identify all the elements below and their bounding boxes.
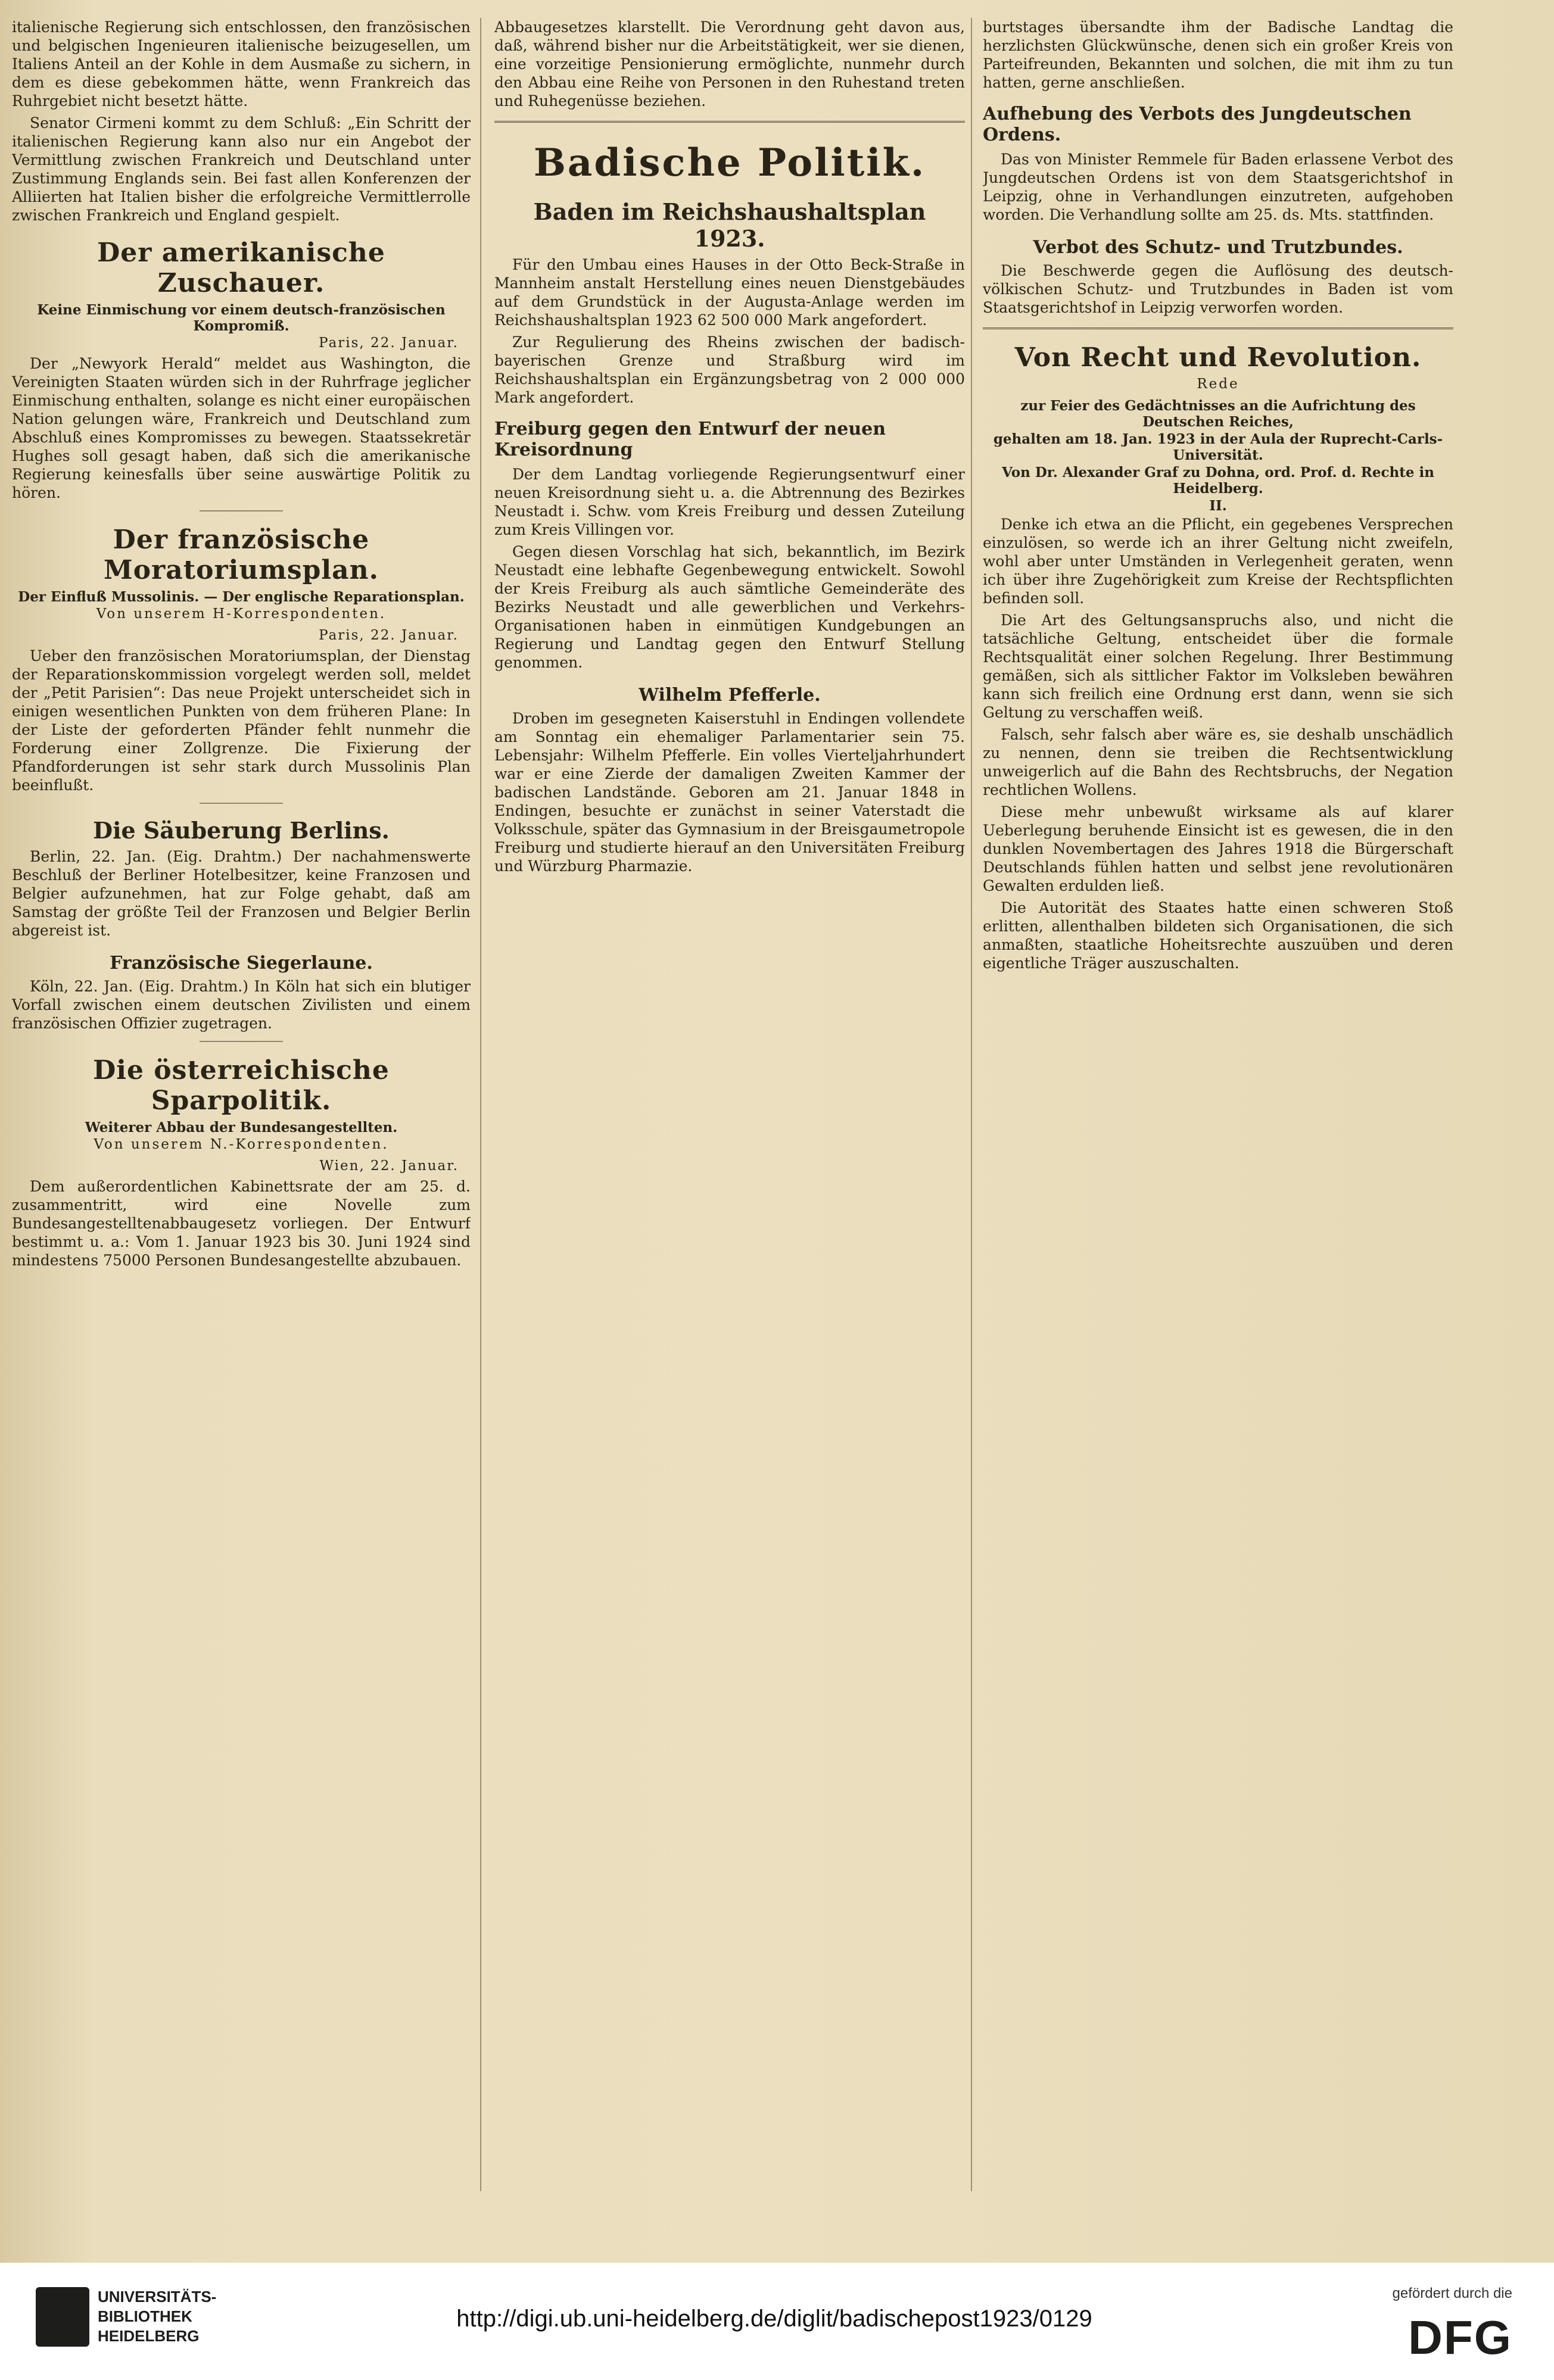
article-kicker: Rede xyxy=(1197,376,1240,392)
article-paragraph: Gegen diesen Vorschlag hat sich, bekanntlich, im Bezirk Neustadt eine lebhafte Gegenbewegung entwickelt. Sowohl der Kreis Freiburg als auch sämtliche Gemeinderäte des Bezirks Neustadt und alle gewerblichen und Verkehrs-Organisationen haben in einmütigen Kundgebungen an Regierung und Landtag gegen den Entwurf Stellung genommen. xyxy=(494,543,965,671)
article-title: Freiburg gegen den Entwurf der neuen Kreisordnung xyxy=(494,419,886,460)
article-paragraph: Berlin, 22. Jan. (Eig. Drahtm.) Der nachahmenswerte Beschluß der Berliner Hotelbesitzer, keine Franzosen und Belgier aufzunehmen, hat zur Folge gehabt, daß am Samstag der größte Teil der Franzosen und Belgier Berlin abgereist ist. xyxy=(12,848,471,939)
source-url-link[interactable]: http://digi.ub.uni-heidelberg.de/diglit/badischepost1923/0129 xyxy=(456,2306,1092,2332)
article-paragraph: Die Art des Geltungsanspruchs also, und nicht die tatsächliche Geltung, entscheidet über die formale Rechtsqualität einer solchen Regelung. Ihrer Bestimmung gemäßen, sich als sittlicher Faktor im Volksleben bewähren kann sich freilich eine Ordnung erst dann, wenn sie sich Geltung zu verschaffen weiß. xyxy=(983,612,1453,721)
senator-paragraph: Senator Cirmeni kommt zu dem Schluß: „Ein Schritt der italienischen Regierung kann also nur ein Angebot der Vermittlung zwischen Frankreich und Deutschland unter Zustimmung Englands sein. Bei fast allen Konferenzen der Alliierten hat Italien bisher die erfolgreiche Vermittlerrolle zwischen Frankreich und England gespielt. xyxy=(12,114,471,224)
article-part: II. xyxy=(1209,498,1227,514)
article-paragraph: Die Autorität des Staates hatte einen schweren Stoß erlitten, allenthalben bildeten sich Organisationen, die sich anmaßten, staatliche Hoheitsrechte auszuüben und deren eigentliche Träger auszuschalten. xyxy=(983,899,1453,972)
library-emblem-icon xyxy=(36,2287,89,2347)
column-divider xyxy=(971,18,972,2191)
article-paragraph: Diese mehr unbewußt wirksame als auf klarer Ueberlegung beruhende Einsicht ist es gewesen, die in den dunklen Novembertagen des Jahres 1918 die Bürgerschaft Deutschlands fühlen hatten und selbst jene revolutionären Gewalten erdulden ließ. xyxy=(983,803,1453,894)
article-paragraph: Das von Minister Remmele für Baden erlassene Verbot des Jungdeutschen Ordens ist von dem Staatsgerichtshof in Leipzig, ohne in Verhandlungen einzutreten, aufgehoben worden. Die Verhandlung sollte am 25. ds. Mts. stattfinden. xyxy=(983,151,1453,223)
article-dateline: Paris, 22. Januar. xyxy=(319,628,459,643)
university-library-logo[interactable] xyxy=(36,2284,226,2355)
column-3 xyxy=(983,18,1453,2209)
article-title: Verbot des Schutz- und Trutzbundes. xyxy=(1033,237,1403,258)
article-subtitle: Weiterer Abbau der Bundesangestellten. xyxy=(85,1119,398,1136)
intro-paragraph: Abbaugesetzes klarstellt. Die Verordnung geht davon aus, daß, während bisher nur die Arbeitstätigkeit, wer sie dienen, eine vorzeitige Pensionierung ermöglichte, nunmehr durch den Abbau eine Reihe von Personen in den Ruhestand treten und Ruhegenüsse beziehen. xyxy=(494,18,965,110)
article-separator xyxy=(200,1041,283,1042)
intro-paragraph: burtstages übersandte ihm der Badische Landtag die herzlichsten Glückwünsche, denen sich ein großer Kreis von Parteifreunden, Bekannten und solchen, die mit ihm zu tun hatten, gerne anschließen. xyxy=(983,18,1453,91)
article-paragraph: Denke ich etwa an die Pflicht, ein gegebenes Versprechen einzulösen, so werde ich an ihrer Geltung nicht zweifeln, wohl aber unter Umständen in Verlegenheit geraten, wenn ich über ihre Zugehörigkeit zum Kreise der Rechtspflichten befinden soll. xyxy=(983,516,1453,607)
article-title: Der französische Moratoriumsplan. xyxy=(104,525,379,585)
article-title: Aufhebung des Verbots des Jungdeutschen Ordens. xyxy=(983,104,1412,145)
funded-by-label: gefördert durch die xyxy=(1392,2285,1512,2301)
section-rule xyxy=(494,121,965,123)
article-title: Baden im Reichshaushaltsplan 1923. xyxy=(533,198,926,252)
article-paragraph: Köln, 22. Jan. (Eig. Drahtm.) In Köln hat sich ein blutiger Vorfall zwischen einem deutschen Zivilisten und einem französischen Offizier zugetragen. xyxy=(12,978,471,1032)
article-title: Französische Siegerlaune. xyxy=(110,953,373,974)
article-separator xyxy=(200,510,283,511)
article-subtitle-2: gehalten am 18. Jan. 1923 in der Aula der Ruprecht-Carls-Universität. xyxy=(993,431,1443,463)
dfg-logo[interactable]: DFG xyxy=(1408,2311,1512,2364)
article-dateline: Wien, 22. Januar. xyxy=(319,1158,459,1174)
article-paragraph: Dem außerordentlichen Kabinettsrate der am 25. d. zusammentritt, wird eine Novelle zum Bundesangestelltenabbaugesetz vorliegen. Der Entwurf bestimmt u. a.: Vom 1. Januar 1923 bis 30. Juni 1924 sind mindestens 75000 Personen Bundesangestellte abzubauen. xyxy=(12,1178,471,1269)
section-title: Badische Politik. xyxy=(533,141,926,185)
article-subtitle: Keine Einmischung vor einem deutsch-französischen Kompromiß. xyxy=(37,302,446,334)
column-2 xyxy=(494,18,965,2209)
column-1 xyxy=(12,18,471,2209)
article-paragraph: Falsch, sehr falsch aber wäre es, sie deshalb unschädlich zu nennen, denn sie treiben die Rechtsentwicklung unweigerlich auf die Bahn des Rechtsbruchs, der Negation rechtlichen Wollens. xyxy=(983,726,1453,798)
article-dateline: Paris, 22. Januar. xyxy=(319,335,459,351)
article-author: Von Dr. Alexander Graf zu Dohna, ord. Prof. d. Rechte in Heidelberg. xyxy=(1002,464,1434,497)
article-paragraph: Zur Regulierung des Rheins zwischen der badisch-bayerischen Grenze und Straßburg wird im Reichshaushaltsplan ein Ergänzungsbetrag von 2 000 000 Mark angefordert. xyxy=(494,333,965,406)
article-title: Wilhelm Pfefferle. xyxy=(639,685,821,706)
article-subtitle: zur Feier des Gedächtnisses an die Aufrichtung des Deutschen Reiches, xyxy=(1020,398,1416,430)
library-name: UNIVERSITÄTS- BIBLIOTHEK HEIDELBERG xyxy=(98,2288,217,2345)
article-separator xyxy=(200,803,283,804)
intro-paragraph: italienische Regierung sich entschlossen, den französischen und belgischen Ingenieuren italienische beizugesellen, um Italiens Anteil an der Kohle in dem Ausmaße zu sichern, in dem es diese gebekommen hätte, wenn Frankreich das Ruhrgebiet nicht besetzt hätte. xyxy=(12,18,471,110)
article-byline: Von unserem N.-Korrespondenten. xyxy=(94,1137,389,1152)
section-rule xyxy=(983,327,1453,329)
article-paragraph: Droben im gesegneten Kaiserstuhl in Endingen vollendete am Sonntag ein ehemaliger Parlamentarier sein 75. Lebensjahr: Wilhelm Pfefferle. Ein volles Vierteljahrhundert war er eine Zierde der damaligen Zweiten Kammer der badischen Landstände. Geboren am 21. Januar 1848 in Endingen, besuchte er zunächst in seiner Vaterstadt die Volksschule, später das Gymnasium in der Breisgaumetropole Freiburg und studierte hierauf an den Universitäten Freiburg und Würzburg Pharmazie. xyxy=(494,710,965,875)
article-paragraph: Ueber den französischen Moratoriumsplan, der Dienstag der Reparationskommission vorgelegt werden soll, meldet der „Petit Parisien“: Das neue Projekt unterscheidet sich in einigen wesentlichen Punkten von dem früheren Plane: In der Liste der geforderten Pfänder fehlt nunmehr die Forderung einer Zollgrenze. Die Fixierung der Pfandforderungen ist sehr stark durch Mussolinis Plan beeinflußt. xyxy=(12,647,471,794)
column-divider xyxy=(480,18,481,2191)
article-paragraph: Für den Umbau eines Hauses in der Otto Beck-Straße in Mannheim anstalt Herstellung eines neuen Dienstgebäudes auf dem Grundstück in der Augusta-Anlage werden im Reichshaushaltsplan 1923 62 500 000 Mark angefordert. xyxy=(494,256,965,329)
article-paragraph: Die Beschwerde gegen die Auflösung des deutsch-völkischen Schutz- und Trutzbundes in Baden ist vom Staatsgerichtshof in Leipzig verworfen worden. xyxy=(983,262,1453,316)
article-title: Der amerikanische Zuschauer. xyxy=(97,238,385,298)
article-paragraph: Der „Newyork Herald“ meldet aus Washington, die Vereinigten Staaten würden sich in der Ruhrfrage jeglicher Einmischung enthalten, solange es nicht einer europäischen Nation gelungen wäre, Frankreich und Deutschland zum Abschluß eines Kompromisses zu bewegen. Staatssekretär Hughes soll gesagt haben, daß sich die amerikanische Regierung keinesfalls über seine auswärtige Politik zu hören. xyxy=(12,355,471,501)
article-title: Die österreichische Sparpolitik. xyxy=(93,1055,390,1116)
article-subtitle: Der Einfluß Mussolinis. — Der englische Reparationsplan. xyxy=(18,589,465,605)
article-paragraph: Der dem Landtag vorliegende Regierungsentwurf einer neuen Kreisordnung sieht u. a. die Abtrennung des Bezirkes Neustadt i. Schw. vom Kreis Freiburg und dessen Zuteilung zum Kreis Villingen vor. xyxy=(494,466,965,538)
article-byline: Von unserem H-Korrespondenten. xyxy=(96,606,387,622)
article-title: Die Säuberung Berlins. xyxy=(93,817,390,844)
article-title: Von Recht und Revolution. xyxy=(1014,342,1422,373)
